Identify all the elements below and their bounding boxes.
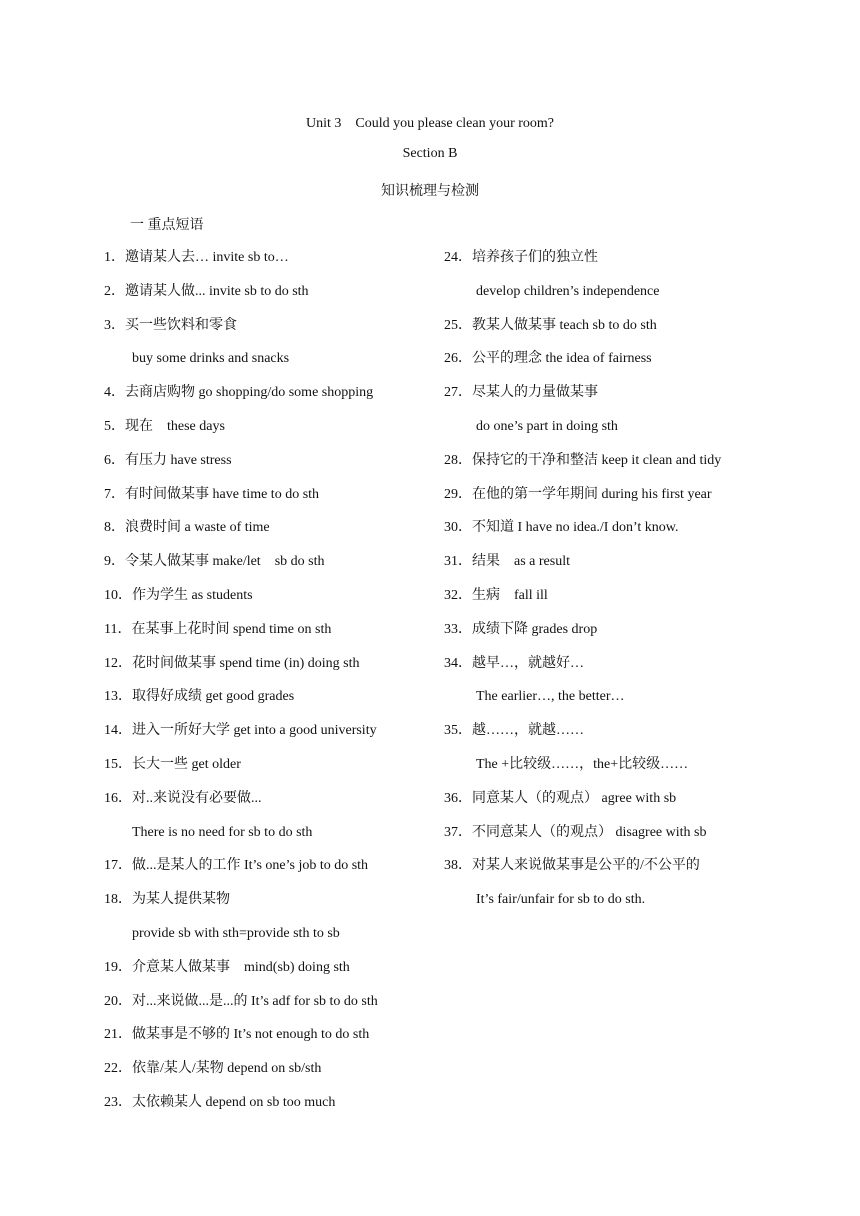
phrase-item: 29．在他的第一学年期间 during his first year — [444, 486, 712, 502]
phrase-item: 14．进入一所好大学 get into a good university — [104, 723, 377, 739]
phrase-item: 27．尽某人的力量做某事 — [444, 385, 598, 401]
phrase-item: 3．买一些饮料和零食 — [104, 317, 237, 333]
phrase-item: 8．浪费时间 a waste of time — [104, 520, 270, 536]
phrase-item: 21．做某事是不够的 It’s not enough to do sth — [104, 1027, 370, 1043]
phrase-item: 33．成绩下降 grades drop — [444, 621, 598, 637]
phrase-item: 28．保持它的干净和整洁 keep it clean and tidy — [444, 452, 722, 468]
phrase-list-left — [104, 248, 434, 1127]
phrase-translation: The earlier…, the better… — [476, 689, 625, 705]
phrase-item: 38．对某人来说做某事是公平的/不公平的 — [444, 858, 700, 874]
phrase-item: 24．培养孩子们的独立性 — [444, 250, 598, 265]
phrase-item: 20．对...来说做...是...的 It’s adf for sb to do sth — [104, 993, 378, 1009]
phrase-item: 16．对..来说没有必要做... — [104, 790, 262, 806]
phrase-translation: It’s fair/unfair for sb to do sth. — [476, 892, 646, 908]
phrase-item: 34．越早…，就越好… — [444, 655, 584, 671]
phrase-translation: provide sb with sth=provide sth to sb — [132, 925, 340, 941]
phrase-item: 23．太依赖某人 depend on sb too much — [104, 1094, 336, 1110]
phrase-item: 30．不知道 I have no idea./I don’t know. — [444, 520, 679, 536]
phrase-item: 13．取得好成绩 get good grades — [104, 689, 295, 705]
phrase-item: 18．为某人提供某物 — [104, 892, 230, 908]
unit-title: Unit 3 Could you please clean your room? — [305, 116, 555, 131]
phrase-item: 6．有压力 have stress — [104, 452, 232, 468]
phrase-translation: The +比较级……，the+比较级…… — [476, 756, 689, 772]
phrase-item: 10．作为学生 as students — [104, 587, 253, 603]
phrase-item: 12．花时间做某事 spend time (in) doing sth — [104, 655, 360, 671]
phrase-translation: There is no need for sb to do sth — [132, 824, 313, 840]
phrase-item: 9．令某人做某事 make/let sb do sth — [104, 554, 325, 570]
phrase-item: 37．不同意某人（的观点） disagree with sb — [444, 824, 707, 840]
phrase-item: 22．依靠/某人/某物 depend on sb/sth — [104, 1061, 322, 1077]
phrase-item: 32．生病 fall ill — [444, 587, 548, 603]
phrase-item: 35．越……，就越…… — [444, 723, 584, 739]
phrase-item: 26．公平的理念 the idea of fairness — [444, 351, 652, 367]
phrase-item: 11．在某事上花时间 spend time on sth — [104, 621, 332, 637]
phrase-item: 19．介意某人做某事 mind(sb) doing sth — [104, 959, 350, 975]
phrase-item: 25．教某人做某事 teach sb to do sth — [444, 317, 657, 333]
phrase-item: 2．邀请某人做... invite sb to do sth — [104, 283, 309, 299]
phrase-item: 15．长大一些 get older — [104, 756, 241, 772]
phrase-item: 31．结果 as a result — [444, 554, 570, 570]
phrase-item: 36．同意某人（的观点） agree with sb — [444, 790, 677, 806]
phrase-item: 17．做...是某人的工作 It’s one’s job to do sth — [104, 858, 369, 874]
section-heading: 一 重点短语 — [130, 218, 204, 233]
phrase-list-right — [444, 248, 844, 924]
phrase-translation: do one’s part in doing sth — [476, 418, 618, 434]
phrase-item: 5．现在 these days — [104, 418, 225, 434]
section-title: Section B — [402, 146, 458, 161]
phrase-item: 4．去商店购物 go shopping/do some shopping — [104, 385, 374, 401]
document-subtitle: 知识梳理与检测 — [381, 184, 479, 199]
phrase-item: 1．邀请某人去… invite sb to… — [104, 250, 289, 265]
phrase-item: 7．有时间做某事 have time to do sth — [104, 486, 320, 502]
phrase-translation: develop children’s independence — [476, 283, 660, 299]
phrase-translation: buy some drinks and snacks — [132, 351, 290, 367]
